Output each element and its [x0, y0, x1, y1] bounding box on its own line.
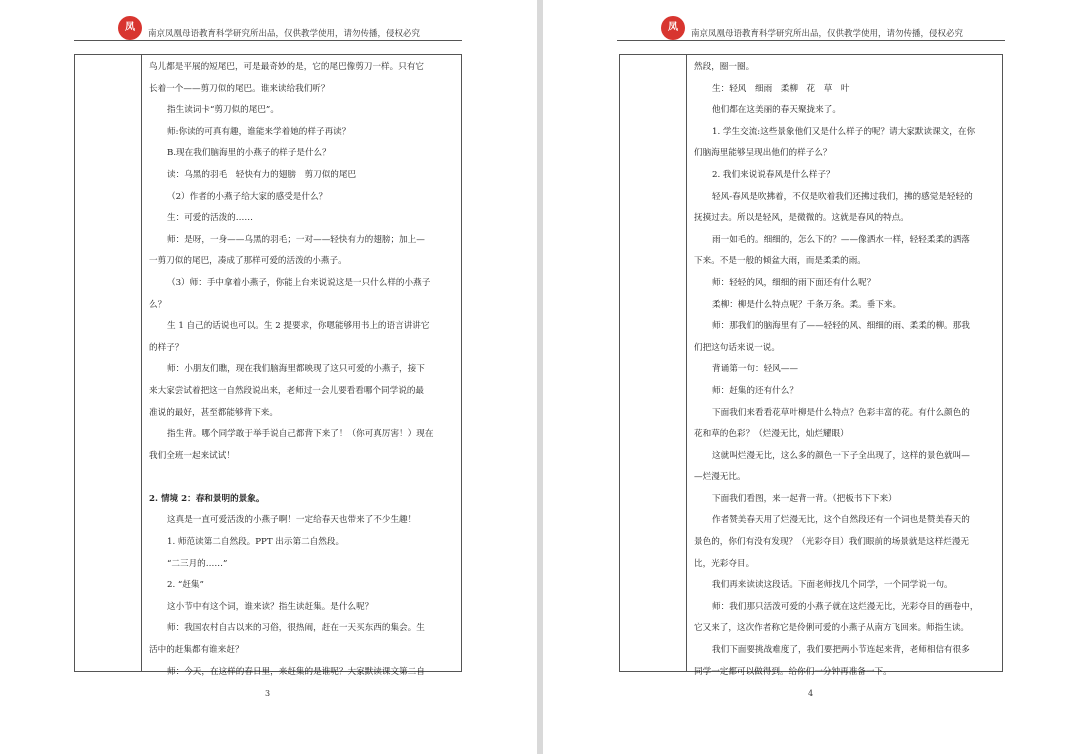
text-line: 它又来了，这次作者称它是伶俐可爱的小燕子从南方飞回来。师指生读。	[694, 623, 970, 634]
text-line: 们把这句话来说一说。	[694, 342, 780, 353]
text-line: 下面我们看图，来一起背一背。（把板书下下来）	[712, 493, 897, 504]
text-line: 们脑海里能够呈现出他们的样子么？	[694, 148, 832, 159]
text-line: 的样子？	[149, 342, 184, 353]
text-line: B.现在我们脑海里的小燕子的样子是什么？	[167, 148, 331, 159]
text-line: 同学一定都可以做得到。给你们一分钟再准备一下。	[694, 666, 892, 677]
text-line: 1. 学生交流:这些景象他们又是什么样子的呢？请大家默读课文，在你	[712, 126, 976, 137]
text-line: 柔柳：柳是什么特点呢？千条万条。柔。垂下来。	[712, 299, 902, 310]
text-line: 轻风-春风是吹拂着，不仅是吹着我们还拂过我们，拂的感觉是轻轻的	[712, 191, 973, 202]
text-line: 背诵第一句：轻风——	[712, 364, 798, 375]
text-line: 师：赶集的还有什么？	[712, 385, 798, 396]
lesson-table	[74, 54, 462, 677]
text-line: （3）师：手中拿着小燕子，你能上台来说说这是一只什么样的小燕子	[167, 277, 431, 288]
text-line: 作者赞美春天用了烂漫无比，这个自然段还有一个词也是赞美春天的	[712, 515, 970, 526]
text-line	[149, 467, 459, 489]
page-number: 3	[265, 689, 271, 698]
text-line: 下来。不是一般的倾盆大雨，而是柔柔的雨。	[694, 256, 866, 267]
text-line: 么？	[149, 299, 167, 310]
text-line: （2）作者的小燕子给大家的感受是什么？	[167, 191, 328, 202]
section-heading: 2. 情境 2：春和景明的景象。	[149, 493, 265, 504]
text-line: 长着一个——剪刀似的尾巴。谁来读给我们听？	[149, 83, 330, 94]
text-line: 他们都在这美丽的春天聚拢来了。	[712, 105, 841, 116]
text-line: 指生背。哪个同学敢于举手说自己都背下来了！（你可真厉害！）现在	[167, 429, 434, 440]
table-column-divider	[686, 55, 687, 671]
text-line: 2. “赶集”	[167, 580, 204, 591]
lesson-content	[149, 57, 459, 683]
text-line: 然段，圈一圈。	[694, 62, 755, 72]
lesson-table	[619, 54, 1003, 677]
text-line: 生 1 自己的话说也可以。生 2 提要求，你嗯能够用书上的语言讲讲它	[167, 321, 430, 332]
header-text: 南京凤凰母语教育科学研究所出品，仅供教学使用，请勿传播，侵权必究	[691, 29, 964, 39]
text-line: 师：是呀，一身——乌黑的羽毛；一对——轻快有力的翅膀；加上—	[167, 234, 425, 245]
text-line: 下面我们来看看花草叶柳是什么特点？色彩丰富的花。有什么颜色的	[712, 407, 970, 418]
text-line: 比，光彩夺目。	[694, 558, 755, 569]
page-number: 4	[808, 689, 814, 698]
header-text: 南京凤凰母语教育科学研究所出品，仅供教学使用，请勿传播，侵权必究	[148, 29, 421, 39]
text-line: 指生读词卡“剪刀似的尾巴”。	[167, 105, 279, 116]
text-line: 师:你读的可真有趣，谁能来学着她的样子再读？	[167, 126, 351, 137]
text-line: 师：轻轻的风，细细的雨下面还有什么呢？	[712, 277, 876, 288]
text-line: 雨一如毛的。细细的，怎么下的？——像洒水一样，轻轻柔柔的洒落	[712, 234, 970, 245]
text-line: 我们全班一起来试试！	[149, 450, 235, 461]
text-line: 一剪刀似的尾巴，凑成了那样可爱的活泼的小燕子。	[149, 256, 347, 267]
document-page-3	[0, 0, 537, 754]
text-line: 景色的，你们有没有发现？（光彩夺目）我们眼前的场景就是这样烂漫无	[694, 537, 970, 548]
text-line: 这小节中有这个词，谁来读？指生读赶集。是什么呢？	[167, 601, 374, 612]
text-line: “二三月的……”	[167, 558, 228, 569]
text-line: 来大家尝试着把这一自然段说出来，老师过一会儿要看看哪个同学说的最	[149, 385, 425, 396]
text-line: 这真是一直可爱活泼的小燕子啊！一定给春天也带来了不少生趣！	[167, 515, 417, 526]
table-column-divider	[141, 55, 142, 671]
text-line: —烂漫无比。	[694, 472, 746, 483]
text-line: 师：今天，在这样的春日里，来赶集的是谁呢？大家默读课文第二自	[167, 666, 425, 677]
text-line: 抚摸过去。所以是轻风，是微微的。这就是春风的特点。	[694, 213, 909, 224]
text-line: 这就叫烂漫无比，这么多的颜色一下子全出现了，这样的景色就叫—	[712, 450, 970, 461]
text-line: 师：我们那只活泼可爱的小燕子就在这烂漫无比，光彩夺目的画卷中，	[712, 601, 979, 612]
text-line: 读：乌黑的羽毛 轻快有力的翅膀 剪刀似的尾巴	[167, 169, 357, 180]
document-page-4	[543, 0, 1080, 754]
text-line: 2. 我们来说说春风是什么样子？	[712, 169, 835, 180]
text-line: 活中的赶集都有谁来赶？	[149, 645, 244, 656]
publisher-logo-icon: 凤	[661, 16, 685, 40]
text-line: 花和草的色彩？（烂漫无比，灿烂耀眼）	[694, 429, 849, 440]
text-line: 师：那我们的脑海里有了——轻轻的风、细细的雨、柔柔的柳。那我	[712, 321, 970, 332]
text-line: 准说的最好，甚至都能够背下来。	[149, 407, 278, 418]
text-line: 我们再来读读这段话。下面老师找几个同学，一个同学说一句。	[712, 580, 953, 591]
publisher-logo-icon: 凤	[118, 16, 142, 40]
text-line: 师：小朋友们瞧，现在我们脑海里都映现了这只可爱的小燕子，接下	[167, 364, 425, 375]
text-line: 师：我国农村自古以来的习俗，很热闹，赶在一天买东西的集会。生	[167, 623, 425, 634]
text-line: 1. 师范读第二自然段。PPT 出示第二自然段。	[167, 537, 345, 548]
lesson-content	[694, 57, 1000, 683]
text-line: 我们下面要挑战难度了，我们要把两小节连起来背，老师相信有很多	[712, 645, 970, 656]
header-rule	[74, 40, 462, 41]
text-line: 鸟儿都是平展的短尾巴，可是最奇妙的是，它的尾巴像剪刀一样。只有它	[149, 62, 425, 72]
text-line: 生：轻风 细雨 柔柳 花 草 叶	[712, 83, 850, 94]
header-rule	[617, 40, 1005, 41]
text-line: 生：可爱的活泼的……	[167, 213, 253, 224]
